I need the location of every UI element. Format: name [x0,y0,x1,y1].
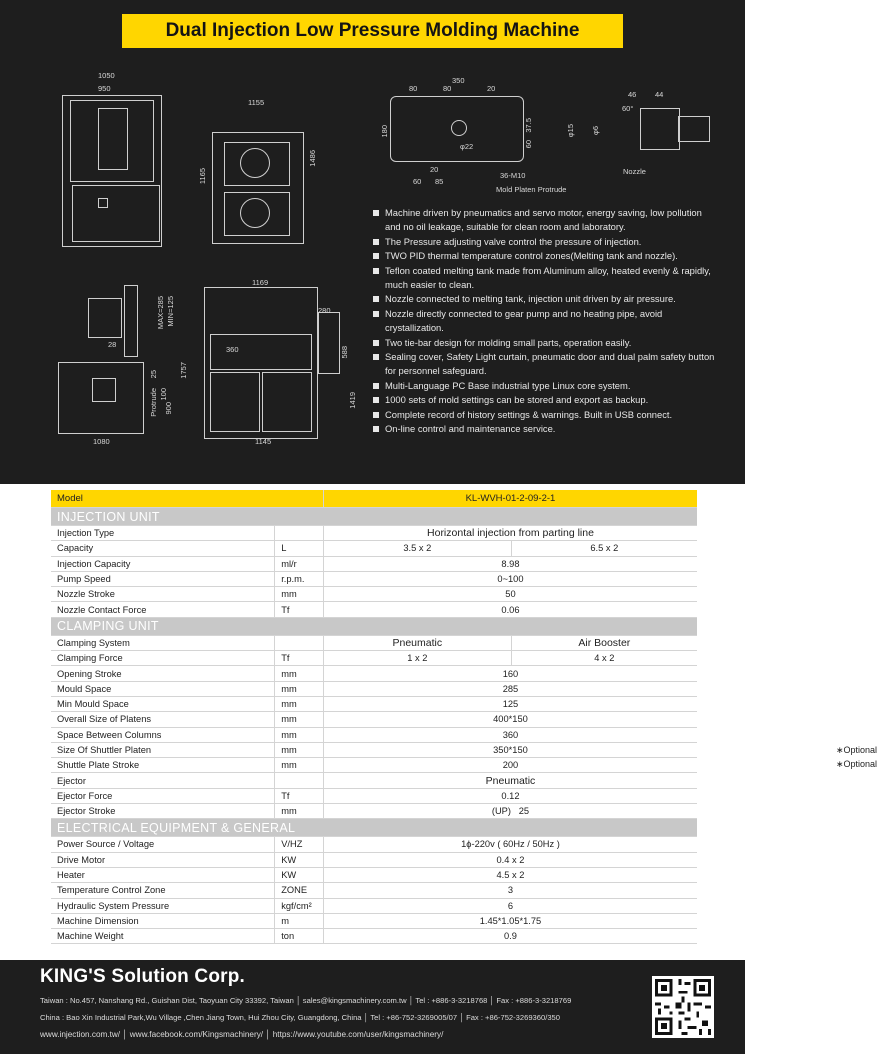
dim-label: MAX=285 [156,296,165,330]
spec-value: 8.98 [323,556,697,571]
table-row [51,696,697,711]
spec-unit: ZONE [275,883,324,898]
spec-unit: r.p.m. [275,571,324,586]
spec-label: Ejector [51,773,275,788]
dim-label: 60° [622,104,634,113]
spec-unit: ton [275,929,324,944]
spec-label: Pump Speed [51,571,275,586]
spec-unit: KW [275,852,324,867]
spec-unit [275,635,324,650]
spec-unit: L [275,541,324,556]
model-row [51,490,697,508]
drawing-caption: Nozzle [623,167,646,176]
spec-value: Pneumatic [323,773,697,788]
feature-item: Nozzle connected to melting tank, injection unit driven by air pressure. [372,292,717,306]
table-row [51,681,697,696]
spec-value: 125 [323,696,697,711]
feature-list [372,206,717,437]
spec-unit: mm [275,666,324,681]
spec-unit: KW [275,867,324,882]
nozzle-outline [640,108,680,150]
spec-value: 4.5 x 2 [323,867,697,882]
feature-item: The Pressure adjusting valve control the pressure of injection. [372,235,717,249]
table-row [51,773,697,788]
spec-label: Drive Motor [51,852,275,867]
spec-unit: mm [275,804,324,819]
section-header [51,819,697,837]
spec-value: 3 [323,883,697,898]
section-header [51,617,697,635]
spec-value-cell [323,742,877,757]
table-row [51,556,697,571]
feature-item: Multi-Language PC Base industrial type Linux core system. [372,379,717,393]
dim-label: 350 [452,76,465,85]
spec-value: Pneumatic [323,635,511,650]
spec-unit: mm [275,681,324,696]
dim-label: 20 [430,165,439,174]
spec-value-cell [323,758,877,773]
table-row [51,883,697,898]
table-row [51,837,697,852]
table-row [51,587,697,602]
platen-center-hole [451,120,467,136]
spec-label: Power Source / Voltage [51,837,275,852]
spec-label: Ejector Stroke [51,804,275,819]
table-row [51,929,697,944]
dim-label: 1169 [252,278,269,287]
table-row [51,804,697,819]
section-header [51,508,697,526]
spec-label: Hydraulic System Pressure [51,898,275,913]
dim-label: 180 [380,125,389,138]
dim-label: 37.5 [524,118,533,133]
feature-item: Teflon coated melting tank made from Aluminum alloy, heated evenly & rapidly, much easier to clean. [372,264,717,293]
table-row [51,712,697,727]
dim-label: Protrude [149,388,158,417]
dim-label: 80 [443,84,452,93]
machine-outline [72,185,160,242]
spec-label: Nozzle Stroke [51,587,275,602]
drawing-caption: Mold Platen Protrude [496,185,567,194]
machine-outline [318,312,340,374]
dim-label: 44 [655,90,664,99]
spec-value: 360 [323,727,697,742]
table-row [51,727,697,742]
pump-circle [240,148,270,178]
table-row [51,867,697,882]
table-row [51,666,697,681]
spec-label: Size Of Shuttler Platen [51,742,275,757]
taiwan-address: Taiwan : No.457, Nanshang Rd., Guishan Dist, Taoyuan City 33392, Taiwan │ sales@kingsmachinery.com.tw │ Tel : +886-3-3218768 │ Fax : +886-3-3218769 [40,996,572,1005]
dim-label: φ6 [591,126,600,136]
spec-value: 6 [323,898,697,913]
spec-label: Overall Size of Platens [51,712,275,727]
web-links[interactable]: www.injection.com.tw/ │ www.facebook.com/Kingsmachinery/ │ https://www.youtube.com/user/kingsmachinery/ [40,1030,444,1039]
feature-item: On-line control and maintenance service. [372,422,717,436]
machine-outline [262,372,312,432]
spec-value: 1.45*1.05*1.75 [323,913,697,928]
spec-value: 0.4 x 2 [323,852,697,867]
dim-label: 1080 [93,437,110,446]
dim-label: MIN=125 [166,296,175,327]
table-row [51,571,697,586]
pump-circle [240,198,270,228]
spec-label: Clamping Force [51,651,275,666]
machine-outline [210,334,312,370]
feature-item: TWO PID thermal temperature control zones(Melting tank and nozzle). [372,249,717,263]
spec-label: Mould Space [51,681,275,696]
section-title: INJECTION UNIT [51,508,697,526]
table-row [51,913,697,928]
spec-value: 200 [502,760,519,771]
model-label: Model [51,490,323,508]
table-row [51,526,697,541]
spec-value: 400*150 [323,712,697,727]
spec-label: Nozzle Contact Force [51,602,275,617]
table-row [51,742,697,757]
dim-label: 80 [409,84,418,93]
spec-label: Shuttle Plate Stroke [51,758,275,773]
spec-label: Machine Weight [51,929,275,944]
spec-unit: ml/r [275,556,324,571]
dim-label: 46 [628,90,637,99]
spec-unit [275,773,324,788]
footer [0,960,745,1054]
spec-unit [275,526,324,541]
spec-label: Injection Type [51,526,275,541]
dim-label: 85 [435,177,444,186]
company-name: KING'S Solution Corp. [40,966,246,987]
spec-unit: mm [275,727,324,742]
spec-value: 3.5 x 2 [323,541,511,556]
spec-label: Space Between Columns [51,727,275,742]
spec-unit: kgf/cm² [275,898,324,913]
spec-value: 285 [323,681,697,696]
spec-value: 0~100 [323,571,697,586]
section-title: CLAMPING UNIT [51,617,697,635]
dim-label: φ22 [460,142,474,151]
spec-label: Heater [51,867,275,882]
spec-value: 350*150 [493,745,528,755]
spec-label: Opening Stroke [51,666,275,681]
dim-label: 100 [159,388,168,401]
spec-value: 50 [323,587,697,602]
spec-value-2: 6.5 x 2 [511,541,697,556]
section-title: ELECTRICAL EQUIPMENT & GENERAL [51,819,697,837]
feature-item: Nozzle directly connected to gear pump and no heating pipe, avoid crystallization. [372,307,717,336]
spec-value: Horizontal injection from parting line [323,526,697,541]
feature-item: Sealing cover, Safety Light curtain, pneumatic door and dual palm safety button for personnel safeguard. [372,350,717,379]
machine-outline [92,378,116,402]
feature-item: Machine driven by pneumatics and servo motor, energy saving, low pollution and no oil leakage, suitable for clean room and laboratory. [372,206,717,235]
dim-label: 60 [524,140,533,149]
spec-value: 1 x 2 [323,651,511,666]
spec-unit: mm [275,587,324,602]
spec-table [51,490,877,944]
spec-value: (UP) 25 [323,804,697,819]
dim-label: 36-M10 [500,171,526,180]
dim-label: 25 [149,370,158,379]
dim-label: 950 [98,84,111,93]
table-row [51,602,697,617]
dim-label: 1757 [179,362,188,379]
table-row [51,788,697,803]
feature-item: 1000 sets of mold settings can be stored and export as backup. [372,393,717,407]
spec-label: Min Mould Space [51,696,275,711]
model-value: KL-WVH-01-2-09-2-1 [323,490,697,508]
dim-label: 280 [318,306,331,315]
spec-unit: mm [275,712,324,727]
dim-label: 900 [164,402,173,415]
feature-item: Complete record of history settings & warnings. Built in USB connect. [372,408,717,422]
spec-value: 0.9 [323,929,697,944]
spec-unit: mm [275,742,324,757]
machine-outline [210,372,260,432]
nozzle-outline [678,116,710,142]
spec-label: Clamping System [51,635,275,650]
machine-outline [98,108,128,170]
spec-unit: V/HZ [275,837,324,852]
spec-unit: mm [275,758,324,773]
table-row [51,898,697,913]
spec-label: Ejector Force [51,788,275,803]
table-row [51,541,697,556]
spec-value-2: 4 x 2 [511,651,697,666]
dim-label: 1155 [248,98,265,107]
spec-value: 0.06 [323,602,697,617]
dim-label: 1419 [348,392,357,409]
spec-unit: m [275,913,324,928]
machine-outline [88,298,122,338]
spec-label: Injection Capacity [51,556,275,571]
table-row [51,852,697,867]
optional-note: ∗Optional [835,744,877,755]
dim-label: 588 [340,346,349,359]
dim-label: 28 [108,340,117,349]
table-row [51,635,697,650]
spec-label: Machine Dimension [51,913,275,928]
spec-unit: Tf [275,602,324,617]
dim-label: 1145 [255,437,272,446]
page-title: Dual Injection Low Pressure Molding Machine [122,14,623,48]
dim-label: 1050 [98,71,115,80]
machine-outline [98,198,108,208]
qr-code-icon [652,976,714,1038]
spec-unit: mm [275,696,324,711]
spec-unit: Tf [275,651,324,666]
dim-label: 60 [413,177,422,186]
feature-item: Two tie-bar design for molding small parts, operation easily. [372,336,717,350]
table-row [51,758,697,773]
spec-value-2: Air Booster [511,635,697,650]
technical-drawing-panel [0,0,745,484]
dim-label: 1486 [308,150,317,167]
spec-value: 0.12 [323,788,697,803]
china-address: China : Bao Xin Industrial Park,Wu Village ,Chen Jiang Town, Hui Zhou City, Guangdong, China │ Tel : +86-752-3269005/07 │ Fax : +86-752-3269360/350 [40,1013,561,1022]
spec-value: 160 [323,666,697,681]
spec-unit: Tf [275,788,324,803]
dim-label: 360 [226,345,239,354]
spec-label: Temperature Control Zone [51,883,275,898]
machine-outline [124,285,138,357]
table-row [51,651,697,666]
dim-label: 1165 [198,168,207,185]
dim-label: φ15 [566,124,575,138]
dim-label: 20 [487,84,496,93]
optional-note: ∗Optional [835,759,877,770]
spec-label: Capacity [51,541,275,556]
spec-value: 1ϕ-220v ( 60Hz / 50Hz ) [323,837,697,852]
